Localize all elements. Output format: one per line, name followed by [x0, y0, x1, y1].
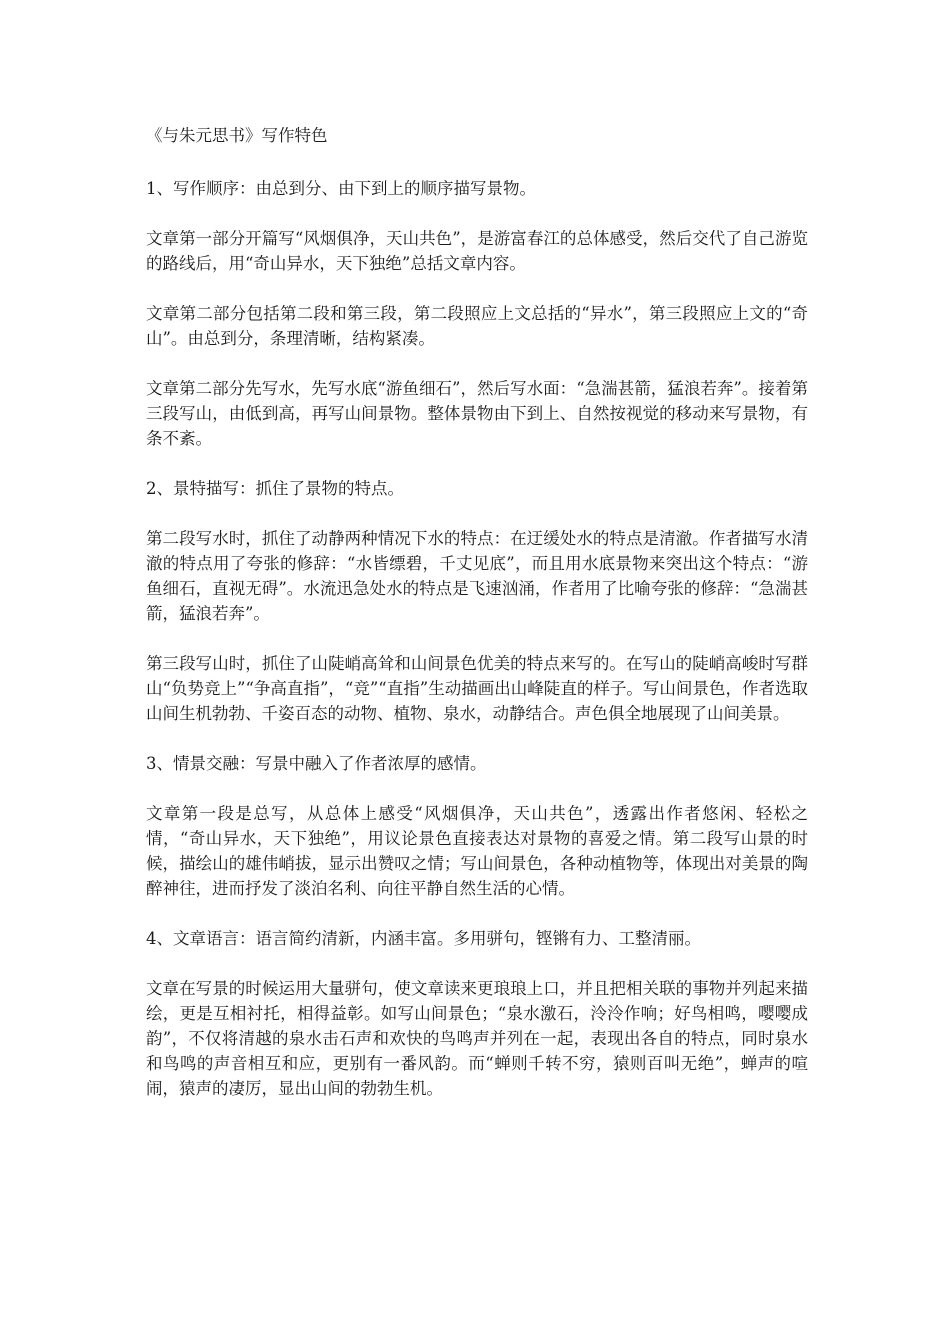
paragraph: 文章第一部分开篇写“风烟俱净，天山共色”，是游富春江的总体感受，然后交代了自己游览的路线后，用“奇山异水，天下独绝”总括文章内容。 — [146, 229, 808, 273]
paragraph: 第三段写山时，抓住了山陡峭高耸和山间景色优美的特点来写的。在写山的陡峭高峻时写群山“负势竞上”“争高直指”，“竞”“直指”生动描画出山峰陡直的样子。写山间景色，作者选取山间生机勃勃、千姿百态的动物、植物、泉水，动静结合。声色俱全地展现了山间美景。 — [146, 654, 808, 723]
section-heading-1: 1、写作顺序：由总到分、由下到上的顺序描写景物。 — [146, 179, 536, 198]
paragraph: 文章在写景的时候运用大量骈句，使文章读来更琅琅上口，并且把相关联的事物并列起来描绘，更是互相衬托，相得益彰。如写山间景色；“泉水激石，泠泠作响；好鸟相鸣，嘤嘤成韵”，不仅将清越的泉水击石声和欢快的鸟鸣声并列在一起，表现出各自的特点，同时泉水和鸟鸣的声音相互和应，更别有一番风韵。而“蝉则千转不穷，猿则百叫无绝”，蝉声的喧闹，猿声的凄厉，显出山间的勃勃生机。 — [146, 979, 808, 1098]
document-page — [146, 123, 808, 1126]
paragraph: 文章第一段是总写，从总体上感受“风烟俱净，天山共色”，透露出作者悠闲、轻松之情，“奇山异水，天下独绝”，用议论景色直接表达对景物的喜爱之情。第二段写山景的时候，描绘山的雄伟峭拔，显示出赞叹之情；写山间景色，各种动植物等，体现出对美景的陶醉神往，进而抒发了淡泊名利、向往平静自然生活的心情。 — [146, 804, 808, 898]
paragraph: 第二段写水时，抓住了动静两种情况下水的特点：在迂缓处水的特点是清澈。作者描写水清澈的特点用了夸张的修辞：“水皆缥碧，千丈见底”，而且用水底景物来突出这个特点：“游鱼细石，直视无碍”。水流迅急处水的特点是飞速汹涌，作者用了比喻夸张的修辞：“急湍甚箭，猛浪若奔”。 — [146, 529, 808, 623]
paragraph: 文章第二部分包括第二段和第三段，第二段照应上文总括的“异水”，第三段照应上文的“奇山”。由总到分，条理清晰，结构紧凑。 — [146, 304, 808, 348]
section-heading-3: 3、情景交融：写景中融入了作者浓厚的感情。 — [146, 754, 487, 773]
paragraph: 文章第二部分先写水，先写水底“游鱼细石”，然后写水面：“急湍甚箭，猛浪若奔”。接着第三段写山，由低到高，再写山间景物。整体景物由下到上、自然按视觉的移动来写景物，有条不紊。 — [146, 379, 808, 448]
document-title: 《与朱元思书》写作特色 — [146, 126, 328, 145]
section-heading-4: 4、文章语言：语言简约清新，内涵丰富。多用骈句，铿锵有力、工整清丽。 — [146, 929, 701, 948]
section-heading-2: 2、景特描写：抓住了景物的特点。 — [146, 479, 404, 498]
